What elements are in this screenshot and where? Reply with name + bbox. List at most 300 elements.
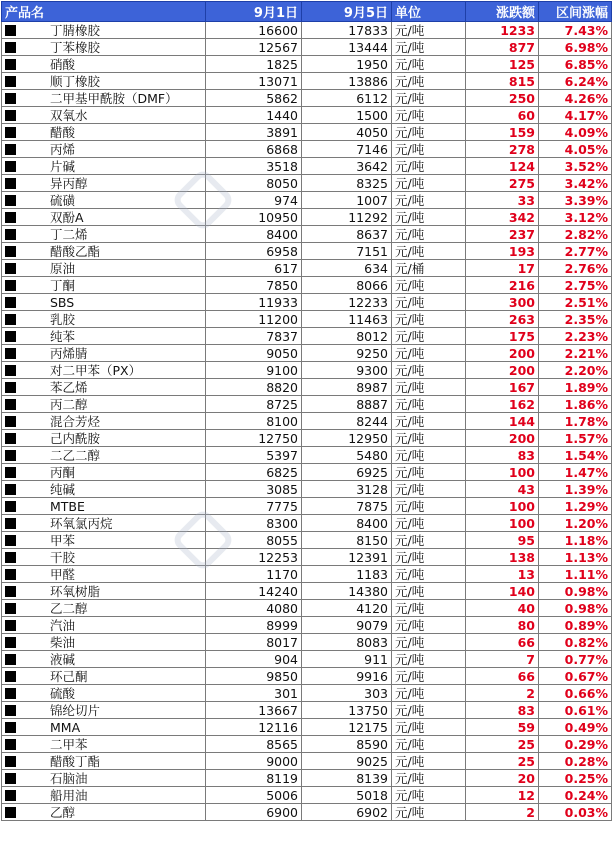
change-cell: 80 — [466, 617, 539, 634]
unit-cell: 元/吨 — [392, 651, 466, 668]
percent-cell: 1.78% — [539, 413, 612, 430]
price-date-2-cell: 13750 — [302, 702, 392, 719]
price-date-1-cell: 3085 — [206, 481, 302, 498]
unit-cell: 元/吨 — [392, 566, 466, 583]
square-bullet-icon — [5, 178, 16, 189]
price-date-1-cell: 8400 — [206, 226, 302, 243]
price-date-2-cell: 3642 — [302, 158, 392, 175]
price-date-1-cell: 7775 — [206, 498, 302, 515]
product-name-label: 丙二醇 — [50, 396, 88, 412]
price-date-2-cell: 303 — [302, 685, 392, 702]
unit-cell: 元/吨 — [392, 56, 466, 73]
price-date-2-cell: 1007 — [302, 192, 392, 209]
price-date-2-cell: 8083 — [302, 634, 392, 651]
percent-cell: 2.77% — [539, 243, 612, 260]
change-cell: 2 — [466, 685, 539, 702]
table-body — [2, 22, 612, 821]
square-bullet-icon — [5, 365, 16, 376]
product-name-cell — [2, 549, 206, 566]
price-date-1-cell: 8565 — [206, 736, 302, 753]
table-row — [2, 260, 612, 277]
unit-cell: 元/吨 — [392, 583, 466, 600]
product-name-cell — [2, 260, 206, 277]
square-bullet-icon — [5, 59, 16, 70]
product-name-cell — [2, 430, 206, 447]
price-date-1-cell: 8100 — [206, 413, 302, 430]
square-bullet-icon — [5, 42, 16, 53]
header-percent: 区间涨幅 — [539, 2, 612, 22]
square-bullet-icon — [5, 773, 16, 784]
percent-cell: 6.98% — [539, 39, 612, 56]
product-name-cell — [2, 277, 206, 294]
product-name-label: 异丙醇 — [50, 175, 88, 191]
product-name-label: 丙烯 — [50, 141, 76, 157]
table-row — [2, 328, 612, 345]
unit-cell: 元/吨 — [392, 719, 466, 736]
change-cell: 162 — [466, 396, 539, 413]
table-row — [2, 430, 612, 447]
percent-cell: 3.52% — [539, 158, 612, 175]
product-name-label: 丁苯橡胶 — [50, 39, 101, 55]
product-name-cell — [2, 787, 206, 804]
unit-cell: 元/吨 — [392, 277, 466, 294]
price-date-2-cell: 11292 — [302, 209, 392, 226]
percent-cell: 3.42% — [539, 175, 612, 192]
table-row — [2, 583, 612, 600]
percent-cell: 1.11% — [539, 566, 612, 583]
unit-cell: 元/吨 — [392, 124, 466, 141]
product-name-label: 纯碱 — [50, 481, 76, 497]
product-name-cell — [2, 124, 206, 141]
price-date-2-cell: 9916 — [302, 668, 392, 685]
price-date-1-cell: 1440 — [206, 107, 302, 124]
product-name-label: 己内酰胺 — [50, 430, 101, 446]
price-date-2-cell: 5480 — [302, 447, 392, 464]
unit-cell: 元/吨 — [392, 90, 466, 107]
price-date-1-cell: 9100 — [206, 362, 302, 379]
square-bullet-icon — [5, 127, 16, 138]
product-name-label: 双酚A — [50, 209, 84, 225]
price-date-2-cell: 12175 — [302, 719, 392, 736]
price-date-2-cell: 4120 — [302, 600, 392, 617]
price-date-1-cell: 11933 — [206, 294, 302, 311]
table-row — [2, 141, 612, 158]
square-bullet-icon — [5, 450, 16, 461]
price-date-2-cell: 9079 — [302, 617, 392, 634]
product-name-cell — [2, 141, 206, 158]
product-name-cell — [2, 447, 206, 464]
product-name-cell — [2, 634, 206, 651]
product-name-label: 柴油 — [50, 634, 76, 650]
square-bullet-icon — [5, 484, 16, 495]
unit-cell: 元/吨 — [392, 73, 466, 90]
change-cell: 60 — [466, 107, 539, 124]
percent-cell: 0.28% — [539, 753, 612, 770]
price-date-1-cell: 301 — [206, 685, 302, 702]
table-row — [2, 90, 612, 107]
price-date-2-cell: 8012 — [302, 328, 392, 345]
price-date-1-cell: 12253 — [206, 549, 302, 566]
price-date-2-cell: 9025 — [302, 753, 392, 770]
table-row — [2, 22, 612, 39]
product-name-label: MMA — [50, 719, 81, 735]
square-bullet-icon — [5, 467, 16, 478]
table-row — [2, 345, 612, 362]
unit-cell: 元/吨 — [392, 702, 466, 719]
product-name-label: 硫酸 — [50, 685, 76, 701]
table-row — [2, 532, 612, 549]
product-name-cell — [2, 22, 206, 39]
table-row — [2, 651, 612, 668]
product-name-label: 环氧氯丙烷 — [50, 515, 113, 531]
square-bullet-icon — [5, 569, 16, 580]
product-name-cell — [2, 413, 206, 430]
price-date-2-cell: 7146 — [302, 141, 392, 158]
header-product-name: 产品名 — [2, 2, 206, 22]
price-date-1-cell: 9000 — [206, 753, 302, 770]
square-bullet-icon — [5, 518, 16, 529]
unit-cell: 元/吨 — [392, 226, 466, 243]
change-cell: 250 — [466, 90, 539, 107]
product-name-label: 硫磺 — [50, 192, 76, 208]
unit-cell: 元/吨 — [392, 294, 466, 311]
product-name-cell — [2, 192, 206, 209]
change-cell: 59 — [466, 719, 539, 736]
price-date-2-cell: 8325 — [302, 175, 392, 192]
table-row — [2, 209, 612, 226]
square-bullet-icon — [5, 790, 16, 801]
product-name-cell — [2, 56, 206, 73]
product-name-label: 乙醇 — [50, 804, 76, 820]
square-bullet-icon — [5, 603, 16, 614]
price-date-1-cell: 1170 — [206, 566, 302, 583]
product-name-label: 丁酮 — [50, 277, 76, 293]
table-row — [2, 549, 612, 566]
price-date-2-cell: 6112 — [302, 90, 392, 107]
change-cell: 263 — [466, 311, 539, 328]
change-cell: 33 — [466, 192, 539, 209]
price-date-1-cell: 8055 — [206, 532, 302, 549]
square-bullet-icon — [5, 535, 16, 546]
table-row — [2, 685, 612, 702]
product-name-label: 混合芳烃 — [50, 413, 101, 429]
change-cell: 167 — [466, 379, 539, 396]
change-cell: 138 — [466, 549, 539, 566]
product-name-label: 丁二烯 — [50, 226, 88, 242]
product-name-cell — [2, 311, 206, 328]
table-row — [2, 447, 612, 464]
percent-cell: 1.54% — [539, 447, 612, 464]
percent-cell: 0.49% — [539, 719, 612, 736]
unit-cell: 元/吨 — [392, 634, 466, 651]
change-cell: 278 — [466, 141, 539, 158]
product-name-label: 硝酸 — [50, 56, 76, 72]
price-date-1-cell: 8300 — [206, 515, 302, 532]
square-bullet-icon — [5, 416, 16, 427]
product-name-label: 石脑油 — [50, 770, 88, 786]
price-date-2-cell: 8987 — [302, 379, 392, 396]
unit-cell: 元/吨 — [392, 345, 466, 362]
percent-cell: 0.29% — [539, 736, 612, 753]
product-name-cell — [2, 719, 206, 736]
price-date-2-cell: 8139 — [302, 770, 392, 787]
product-name-cell — [2, 617, 206, 634]
unit-cell: 元/吨 — [392, 379, 466, 396]
unit-cell: 元/吨 — [392, 39, 466, 56]
change-cell: 1233 — [466, 22, 539, 39]
square-bullet-icon — [5, 382, 16, 393]
price-date-1-cell: 9050 — [206, 345, 302, 362]
change-cell: 40 — [466, 600, 539, 617]
table-row — [2, 736, 612, 753]
product-name-cell — [2, 345, 206, 362]
product-name-cell — [2, 702, 206, 719]
table-row — [2, 175, 612, 192]
price-date-2-cell: 8590 — [302, 736, 392, 753]
product-name-label: 甲醛 — [50, 566, 76, 582]
square-bullet-icon — [5, 586, 16, 597]
price-date-2-cell: 8400 — [302, 515, 392, 532]
percent-cell: 2.35% — [539, 311, 612, 328]
price-date-2-cell: 634 — [302, 260, 392, 277]
change-cell: 124 — [466, 158, 539, 175]
price-date-2-cell: 8244 — [302, 413, 392, 430]
table-row — [2, 277, 612, 294]
square-bullet-icon — [5, 144, 16, 155]
product-name-cell — [2, 209, 206, 226]
price-date-2-cell: 8887 — [302, 396, 392, 413]
table-row — [2, 243, 612, 260]
percent-cell: 4.05% — [539, 141, 612, 158]
unit-cell: 元/吨 — [392, 617, 466, 634]
product-name-cell — [2, 396, 206, 413]
product-name-label: 乙二醇 — [50, 600, 88, 616]
change-cell: 17 — [466, 260, 539, 277]
price-date-1-cell: 3518 — [206, 158, 302, 175]
product-name-label: 醋酸丁酯 — [50, 753, 101, 769]
price-date-2-cell: 1183 — [302, 566, 392, 583]
percent-cell: 1.57% — [539, 430, 612, 447]
table-row — [2, 753, 612, 770]
change-cell: 200 — [466, 345, 539, 362]
square-bullet-icon — [5, 688, 16, 699]
product-name-label: 二甲基甲酰胺（DMF） — [50, 90, 178, 106]
square-bullet-icon — [5, 195, 16, 206]
percent-cell: 1.86% — [539, 396, 612, 413]
unit-cell: 元/吨 — [392, 736, 466, 753]
product-name-cell — [2, 226, 206, 243]
product-name-cell — [2, 39, 206, 56]
percent-cell: 1.47% — [539, 464, 612, 481]
price-date-1-cell: 6868 — [206, 141, 302, 158]
product-name-label: 丙酮 — [50, 464, 76, 480]
square-bullet-icon — [5, 212, 16, 223]
table-row — [2, 668, 612, 685]
unit-cell: 元/吨 — [392, 787, 466, 804]
unit-cell: 元/吨 — [392, 770, 466, 787]
percent-cell: 4.09% — [539, 124, 612, 141]
price-change-table — [1, 1, 612, 821]
unit-cell: 元/吨 — [392, 685, 466, 702]
percent-cell: 0.24% — [539, 787, 612, 804]
product-name-cell — [2, 532, 206, 549]
price-date-2-cell: 5018 — [302, 787, 392, 804]
percent-cell: 0.77% — [539, 651, 612, 668]
table-row — [2, 192, 612, 209]
product-name-cell — [2, 583, 206, 600]
square-bullet-icon — [5, 76, 16, 87]
square-bullet-icon — [5, 161, 16, 172]
unit-cell: 元/吨 — [392, 175, 466, 192]
table-row — [2, 464, 612, 481]
product-name-label: 汽油 — [50, 617, 76, 633]
unit-cell: 元/吨 — [392, 549, 466, 566]
product-name-label: 纯苯 — [50, 328, 76, 344]
square-bullet-icon — [5, 722, 16, 733]
change-cell: 140 — [466, 583, 539, 600]
square-bullet-icon — [5, 280, 16, 291]
change-cell: 95 — [466, 532, 539, 549]
product-name-label: 双氧水 — [50, 107, 88, 123]
price-date-1-cell: 6900 — [206, 804, 302, 821]
price-date-2-cell: 17833 — [302, 22, 392, 39]
product-name-cell — [2, 736, 206, 753]
table-row — [2, 362, 612, 379]
unit-cell: 元/吨 — [392, 600, 466, 617]
product-name-label: 二乙二醇 — [50, 447, 101, 463]
price-date-2-cell: 6902 — [302, 804, 392, 821]
square-bullet-icon — [5, 229, 16, 240]
price-date-1-cell: 13667 — [206, 702, 302, 719]
price-date-2-cell: 13886 — [302, 73, 392, 90]
price-date-2-cell: 9300 — [302, 362, 392, 379]
product-name-cell — [2, 804, 206, 821]
change-cell: 342 — [466, 209, 539, 226]
percent-cell: 0.98% — [539, 583, 612, 600]
change-cell: 125 — [466, 56, 539, 73]
square-bullet-icon — [5, 433, 16, 444]
product-name-cell — [2, 651, 206, 668]
percent-cell: 2.21% — [539, 345, 612, 362]
change-cell: 7 — [466, 651, 539, 668]
change-cell: 20 — [466, 770, 539, 787]
change-cell: 193 — [466, 243, 539, 260]
table-row — [2, 770, 612, 787]
change-cell: 100 — [466, 498, 539, 515]
change-cell: 175 — [466, 328, 539, 345]
product-name-label: 锦纶切片 — [50, 702, 101, 718]
unit-cell: 元/吨 — [392, 413, 466, 430]
product-name-label: 干胶 — [50, 549, 76, 565]
square-bullet-icon — [5, 399, 16, 410]
change-cell: 200 — [466, 430, 539, 447]
price-date-2-cell: 14380 — [302, 583, 392, 600]
square-bullet-icon — [5, 620, 16, 631]
percent-cell: 1.20% — [539, 515, 612, 532]
price-date-2-cell: 1500 — [302, 107, 392, 124]
header-date-2: 9月5日 — [302, 2, 392, 22]
unit-cell: 元/吨 — [392, 804, 466, 821]
change-cell: 2 — [466, 804, 539, 821]
table-row — [2, 73, 612, 90]
price-date-1-cell: 6825 — [206, 464, 302, 481]
table-row — [2, 124, 612, 141]
change-cell: 43 — [466, 481, 539, 498]
unit-cell: 元/吨 — [392, 430, 466, 447]
square-bullet-icon — [5, 331, 16, 342]
unit-cell: 元/吨 — [392, 243, 466, 260]
product-name-cell — [2, 498, 206, 515]
percent-cell: 2.82% — [539, 226, 612, 243]
percent-cell: 1.18% — [539, 532, 612, 549]
price-date-2-cell: 8637 — [302, 226, 392, 243]
change-cell: 100 — [466, 464, 539, 481]
price-date-1-cell: 14240 — [206, 583, 302, 600]
unit-cell: 元/吨 — [392, 668, 466, 685]
product-name-cell — [2, 379, 206, 396]
square-bullet-icon — [5, 93, 16, 104]
square-bullet-icon — [5, 297, 16, 308]
table-row — [2, 413, 612, 430]
percent-cell: 7.43% — [539, 22, 612, 39]
square-bullet-icon — [5, 348, 16, 359]
product-name-label: 甲苯 — [50, 532, 76, 548]
price-date-1-cell: 904 — [206, 651, 302, 668]
table-row — [2, 498, 612, 515]
price-date-1-cell: 9850 — [206, 668, 302, 685]
product-name-cell — [2, 294, 206, 311]
square-bullet-icon — [5, 25, 16, 36]
product-name-label: 二甲苯 — [50, 736, 88, 752]
change-cell: 66 — [466, 634, 539, 651]
price-date-1-cell: 16600 — [206, 22, 302, 39]
change-cell: 159 — [466, 124, 539, 141]
table-row — [2, 787, 612, 804]
unit-cell: 元/吨 — [392, 396, 466, 413]
percent-cell: 6.24% — [539, 73, 612, 90]
price-date-1-cell: 11200 — [206, 311, 302, 328]
change-cell: 275 — [466, 175, 539, 192]
unit-cell: 元/吨 — [392, 532, 466, 549]
unit-cell: 元/吨 — [392, 311, 466, 328]
product-name-label: 醋酸 — [50, 124, 76, 140]
product-name-label: 乳胶 — [50, 311, 76, 327]
table-row — [2, 56, 612, 73]
percent-cell: 0.61% — [539, 702, 612, 719]
price-date-1-cell: 12567 — [206, 39, 302, 56]
price-date-1-cell: 617 — [206, 260, 302, 277]
product-name-label: 丁腈橡胶 — [50, 22, 101, 38]
square-bullet-icon — [5, 314, 16, 325]
table-row — [2, 804, 612, 821]
table-row — [2, 226, 612, 243]
change-cell: 25 — [466, 753, 539, 770]
price-date-1-cell: 6958 — [206, 243, 302, 260]
price-date-2-cell: 7151 — [302, 243, 392, 260]
square-bullet-icon — [5, 756, 16, 767]
price-date-1-cell: 7837 — [206, 328, 302, 345]
change-cell: 200 — [466, 362, 539, 379]
change-cell: 300 — [466, 294, 539, 311]
unit-cell: 元/吨 — [392, 447, 466, 464]
percent-cell: 0.03% — [539, 804, 612, 821]
product-name-cell — [2, 770, 206, 787]
product-name-label: 对二甲苯（PX） — [50, 362, 142, 378]
price-date-2-cell: 12233 — [302, 294, 392, 311]
table-row — [2, 617, 612, 634]
price-date-1-cell: 974 — [206, 192, 302, 209]
product-name-label: 环己酮 — [50, 668, 88, 684]
